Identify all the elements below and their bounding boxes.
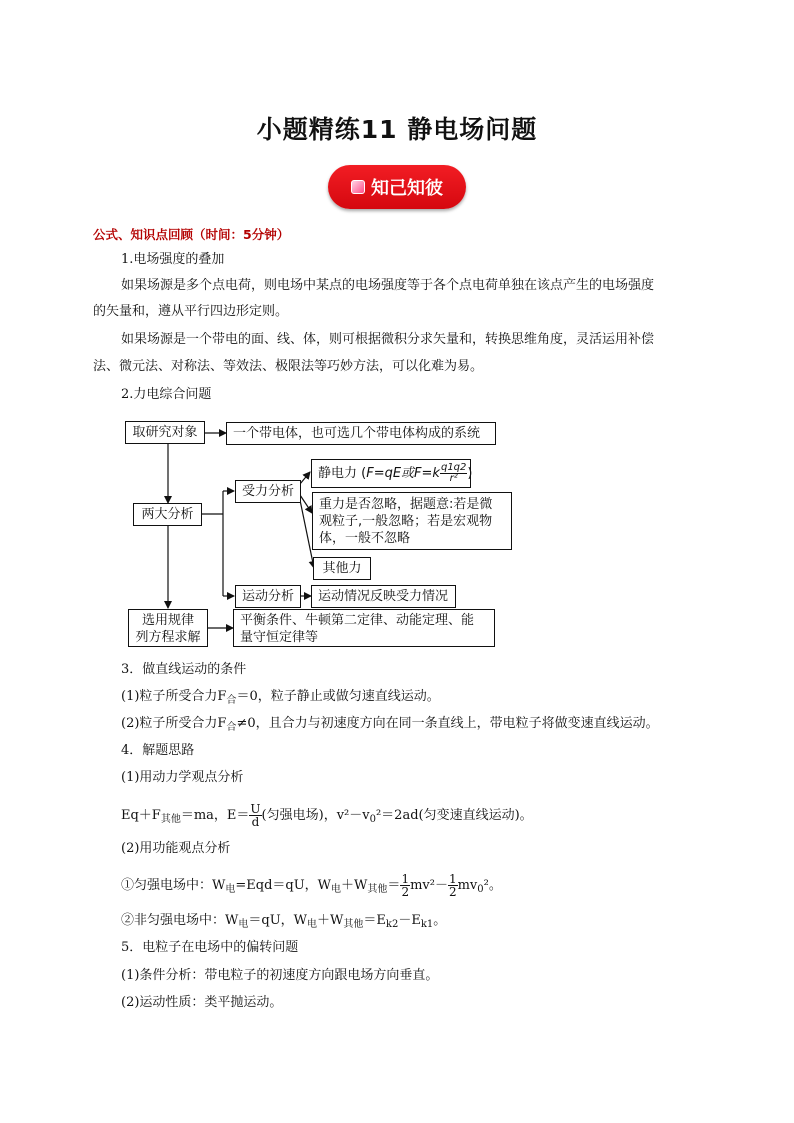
flow-other-forces: 其他力 <box>313 557 371 580</box>
subscript: 0 <box>477 884 484 895</box>
rule-line: 选用规律 <box>141 613 194 628</box>
flow-research-object: 取研究对象 <box>125 421 205 444</box>
fraction <box>448 873 458 898</box>
fraction <box>400 873 410 898</box>
p4-line: (2)用功能观点分析 <box>121 841 231 856</box>
gravity-line: 体，一般不忽略 <box>319 531 411 546</box>
numerator: 1 <box>448 872 457 886</box>
p1-line: 的矢量和，遵从平行四边形定则。 <box>93 304 289 319</box>
flow-laws-list <box>233 609 495 647</box>
elec-denominator: r² <box>449 473 458 484</box>
subscript: 合 <box>226 695 237 706</box>
text: －E <box>398 913 421 928</box>
text: ≠0，且合力与初速度方向在同一条直线上，带电粒子将做变速直线运动。 <box>236 716 659 731</box>
text: Eq＋F <box>121 808 161 823</box>
text: ＝ <box>387 878 401 893</box>
gravity-line: 观粒子,一般忽略；若是宏观物 <box>319 514 493 529</box>
text: ②非匀强电场中：W <box>121 913 239 928</box>
elec-numerator: q1q2 <box>440 462 467 473</box>
text: (2)粒子所受合力F <box>121 716 227 731</box>
p1-line: 如果场源是一个带电的面、线、体，则可根据微积分求矢量和，转换思维角度，灵活运用补偿 <box>121 332 655 347</box>
law-line: 量守恒定律等 <box>240 630 319 645</box>
text: ＋W <box>341 878 368 893</box>
text: ＝qU，W <box>248 913 308 928</box>
flow-motion-description: 运动情况反映受力情况 <box>311 585 456 608</box>
numerator: U <box>250 802 261 816</box>
text: (匀强电场)，v²－v <box>261 808 370 823</box>
flow-motion-analysis: 运动分析 <box>235 585 301 608</box>
p3-line <box>121 715 659 734</box>
flow-gravity-note <box>312 492 512 550</box>
text: mv²－ <box>410 878 448 893</box>
gravity-line: 重力是否忽略，据题意:若是微 <box>319 497 493 512</box>
p4-formula-nonuniform <box>121 912 446 931</box>
p2-heading: 2.力电综合问题 <box>121 387 212 402</box>
subscript: 电 <box>225 884 236 895</box>
subscript: 其他 <box>160 814 181 825</box>
flow-electrostatic-force <box>311 459 471 488</box>
page-title: 小题精练11 静电场问题 <box>256 115 538 144</box>
flow-two-analyses: 两大分析 <box>133 503 202 526</box>
elec-fraction <box>440 463 467 484</box>
p4-line: (1)用动力学观点分析 <box>121 770 244 785</box>
flow-force-analysis: 受力分析 <box>235 480 301 503</box>
denominator: 2 <box>401 885 410 899</box>
subscript: 电 <box>238 919 249 930</box>
denominator: 2 <box>448 885 457 899</box>
subscript: 其他 <box>367 884 388 895</box>
p5-line: (2)运动性质：类平抛运动。 <box>121 995 283 1010</box>
denominator: d <box>251 815 260 829</box>
p3-heading: 3．做直线运动的条件 <box>121 662 247 677</box>
rule-line: 列方程求解 <box>135 630 201 645</box>
p4-heading: 4．解题思路 <box>121 743 195 758</box>
text: ＝ma，E＝ <box>180 808 250 823</box>
subscript: k1 <box>420 919 434 930</box>
text: ①匀强电场中：W <box>121 878 226 893</box>
elec-suffix: ) <box>467 466 473 481</box>
flow-object-description: 一个带电体，也可选几个带电体构成的系统 <box>226 422 496 445</box>
subscript: 0 <box>369 814 376 825</box>
text: ＝E <box>363 913 386 928</box>
law-line: 平衡条件、牛顿第二定律、动能定理、能 <box>240 613 475 628</box>
fraction <box>249 803 261 828</box>
text: ²。 <box>483 878 502 893</box>
text: ＝0，粒子静止或做匀速直线运动。 <box>236 689 440 704</box>
text: 。 <box>433 913 447 928</box>
subscript: 电 <box>307 919 318 930</box>
flow-select-laws <box>128 609 208 647</box>
p3-line <box>121 688 440 707</box>
p4-formula-dynamics <box>121 798 533 835</box>
elec-formula: F=qE或F=k <box>366 466 440 481</box>
text: ²＝2ad(匀变速直线运动)。 <box>375 808 533 823</box>
numerator: 1 <box>401 872 410 886</box>
text: (1)粒子所受合力F <box>121 689 227 704</box>
p1-line: 如果场源是多个点电荷，则电场中某点的电场强度等于各个点电荷单独在该点产生的电场强度 <box>121 278 655 293</box>
p5-heading: 5．电粒子在电场中的偏转问题 <box>121 940 299 955</box>
elec-prefix: 静电力 ( <box>318 466 367 481</box>
p1-line: 法、微元法、对称法、等效法、极限法等巧妙方法，可以化难为易。 <box>93 359 484 374</box>
subscript: 电 <box>331 884 342 895</box>
badge-label: 知己知彼 <box>371 178 443 199</box>
section-heading: 公式、知识点回顾（时间：5分钟） <box>93 227 290 242</box>
p5-line: (1)条件分析：带电粒子的初速度方向跟电场方向垂直。 <box>121 968 439 983</box>
text: =Eqd＝qU，W <box>235 878 332 893</box>
p1-heading: 1.电场强度的叠加 <box>121 252 225 267</box>
subscript: k2 <box>385 919 399 930</box>
p4-formula-uniform <box>121 868 502 905</box>
subscript: 其他 <box>343 919 364 930</box>
text: mv <box>457 878 478 893</box>
subscript: 合 <box>226 722 237 733</box>
text: ＋W <box>317 913 344 928</box>
